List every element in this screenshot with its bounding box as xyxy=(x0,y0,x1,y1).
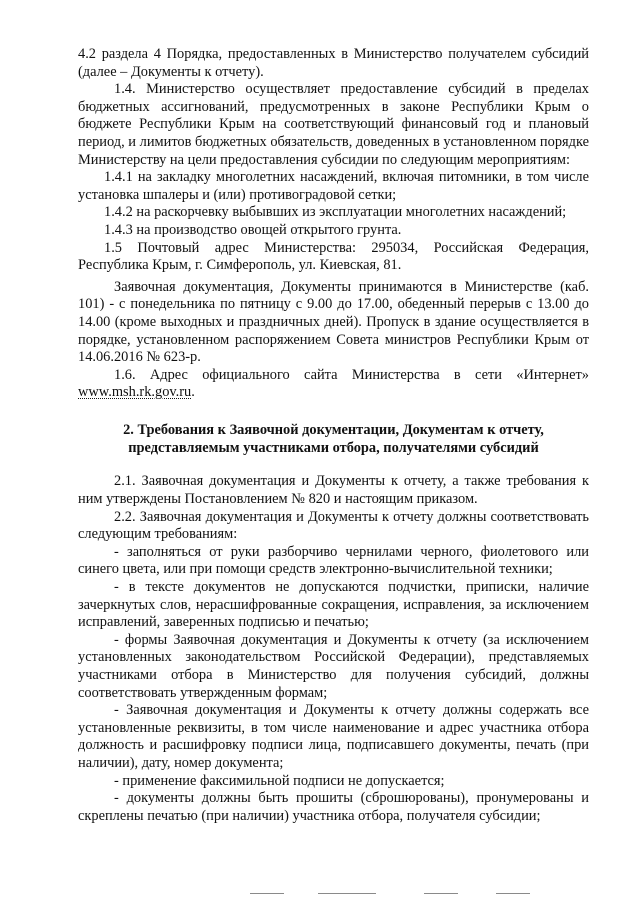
website-line-text: 1.6. Адрес официального сайта Министерства в сети «Интернет» xyxy=(114,366,589,383)
requirement-approved-forms: - формы Заявочная документация и Документы к отчету (за исключением установленных законодательством Российской Федерации), представляемых участниками отбора в Министерство для получения субсидий, должны соответствовать утвержденным формам; xyxy=(78,631,589,701)
footer-mark xyxy=(250,893,284,894)
requirement-stitched: - документы должны быть прошиты (сброшюрованы), пронумерованы и скреплены печатью (при наличии) участника отбора, получателя субсидии; xyxy=(78,790,589,824)
section-2-title-line-2: представляемым участниками отбора, получателями субсидий xyxy=(128,439,539,456)
paragraph-2-1: 2.1. Заявочная документация и Документы к отчету, а также требования к ним утверждены Постановлением № 820 и настоящим приказом. xyxy=(78,473,589,508)
footer-scan-marks xyxy=(0,890,640,898)
requirement-handwriting: - заполняться от руки разборчиво чернилами черного, фиолетового или синего цвета, или при помощи средств электронно-вычислительной техники; xyxy=(78,543,589,578)
paragraph-4-2-continued: 4.2 раздела 4 Порядка, предоставленных в Министерство получателем субсидий (далее – Документы к отчету). xyxy=(78,46,589,80)
website-url-end: . xyxy=(191,384,195,401)
paragraph-1-4: 1.4. Министерство осуществляет предоставление субсидий в пределах бюджетных ассигнований, предусмотренных в законе Республики Крым о бюджете Республики Крым на соответствующий финансовый год и плановый период, и лимитов бюджетных обязательств, доведенных в установленном порядке Министерству на цели предоставления субсидии по следующим мероприятиям: xyxy=(78,81,589,168)
paragraph-2-2: 2.2. Заявочная документация и Документы к отчету должны соответствовать следующим требованиям: xyxy=(78,508,589,543)
section-2-title-line-1: 2. Требования к Заявочной документации, Документам к отчету, xyxy=(123,421,544,438)
section-2-title xyxy=(78,422,589,458)
paragraph-1-6-website xyxy=(78,367,589,402)
footer-mark xyxy=(318,893,376,894)
paragraph-1-4-2: 1.4.2 на раскорчевку выбывших из эксплуатации многолетних насаждений; xyxy=(104,204,567,221)
paragraph-1-5-postal-address: 1.5 Почтовый адрес Министерства: 295034, Российская Федерация, Республика Крым, г. Симферополь, ул. Киевская, 81. xyxy=(78,239,589,274)
requirement-details: - Заявочная документация и Документы к отчету должны содержать все установленные реквизиты, в том числе наименование и адрес участника отбора должность и расшифровку подписи лица, подписавшего документы, печать (при наличии), дату, номер документа; xyxy=(78,702,589,771)
website-url-link[interactable]: www.msh.rk.gov.ru xyxy=(78,384,192,401)
paragraph-1-4-1: 1.4.1 на закладку многолетних насаждений, включая питомники, в том числе установка шпалеры и (или) противоградовой сетки; xyxy=(78,169,589,203)
footer-mark xyxy=(496,893,530,894)
requirement-no-erasures: - в тексте документов не допускаются подчистки, приписки, наличие зачеркнутых слов, нерасшифрованные сокращения, исправления, за исключением исправлений, заверенных подписью и печатью; xyxy=(78,579,589,631)
paragraph-1-4-3: 1.4.3 на производство овощей открытого грунта. xyxy=(104,221,402,238)
footer-mark xyxy=(424,893,458,894)
requirement-no-facsimile: - применение факсимильной подписи не допускается; xyxy=(114,772,445,789)
paragraph-reception-hours: Заявочная документация, Документы принимаются в Министерстве (каб. 101) - с понедельника по пятницу с 9.00 до 17.00, обеденный перерыв с 13.00 до 14.00 (кроме выходных и праздничных дней). Пропуск в здание осуществляется в порядке, установленном распоряжением Совета министров Республики Крым от 14.06.2016 № 623-р. xyxy=(78,278,589,366)
